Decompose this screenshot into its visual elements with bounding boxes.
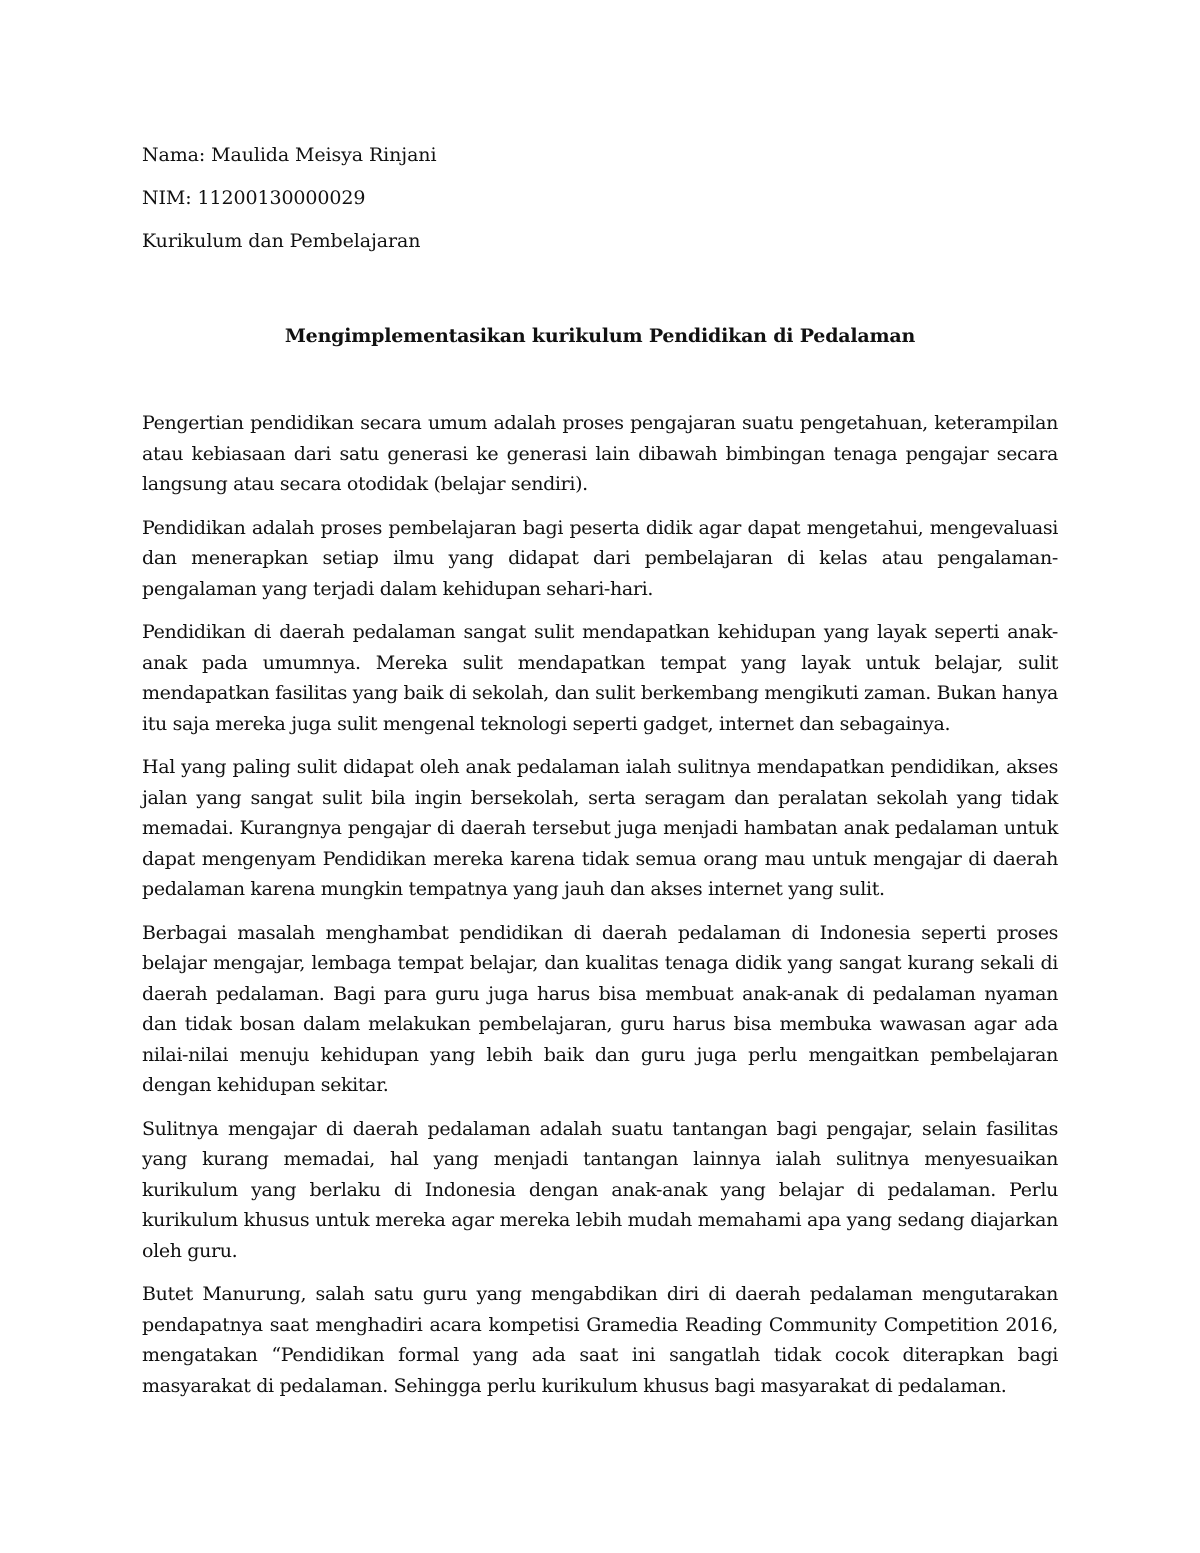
document-title: Mengimplementasikan kurikulum Pendidikan di Pedalaman [284, 325, 916, 347]
student-info-header [142, 142, 1062, 271]
paragraph: Berbagai masalah menghambat pendidikan di daerah pedalaman di Indonesia seperti proses belajar mengajar, lembaga tempat belajar, dan kualitas tenaga didik yang sangat kurang sekali di daerah pedalaman. Bagi para guru juga harus bisa membuat anak-anak di pedalaman nyaman dan tidak bosan dalam melakukan pembelajaran, guru harus bisa membuka wawasan agar ada nilai-nilai menuju kehidupan yang lebih baik dan guru juga perlu mengaitkan pembelajaran dengan kehidupan sekitar. [142, 921, 1058, 1096]
paragraph: Hal yang paling sulit didapat oleh anak pedalaman ialah sulitnya mendapatkan pendidikan, akses jalan yang sangat sulit bila ingin bersekolah, serta seragam dan peralatan sekolah yang tidak memadai. Kurangnya pengajar di daerah tersebut juga menjadi hambatan anak pedalaman untuk dapat mengenyam Pendidikan mereka karena tidak semua orang mau untuk mengajar di daerah pedalaman karena mungkin tempatnya yang jauh dan akses internet yang sulit. [142, 756, 1058, 900]
paragraph: Pengertian pendidikan secara umum adalah proses pengajaran suatu pengetahuan, keterampilan atau kebiasaan dari satu generasi ke generasi lain dibawah bimbingan tenaga pengajar secara langsung atau secara otodidak (belajar sendiri). [142, 412, 1058, 495]
student-name-line: Nama: Maulida Meisya Rinjani [142, 144, 437, 166]
paragraph: Pendidikan adalah proses pembelajaran bagi peserta didik agar dapat mengetahui, mengevaluasi dan menerapkan setiap ilmu yang didapat dari pembelajaran di kelas atau pengalaman-pengalaman yang terjadi dalam kehidupan sehari-hari. [142, 516, 1058, 600]
paragraph: Pendidikan di daerah pedalaman sangat sulit mendapatkan kehidupan yang layak seperti anak-anak pada umumnya. Mereka sulit mendapatkan tempat yang layak untuk belajar, sulit mendapatkan fasilitas yang baik di sekolah, dan sulit berkembang mengikuti zaman. Bukan hanya itu saja mereka juga sulit mengenal teknologi seperti gadget, internet dan sebagainya. [142, 621, 1058, 735]
paragraph: Butet Manurung, salah satu guru yang mengabdikan diri di daerah pedalaman mengutarakan pendapatnya saat menghadiri acara kompetisi Gramedia Reading Community Competition 2016, mengatakan “Pendidikan formal yang ada saat ini sangatlah tidak cocok diterapkan bagi masyarakat di pedalaman. Sehingga perlu kurikulum khusus bagi masyarakat di pedalaman. [142, 1283, 1058, 1397]
course-name-line: Kurikulum dan Pembelajaran [142, 230, 421, 252]
document-body [142, 408, 1058, 1414]
paragraph: Sulitnya mengajar di daerah pedalaman adalah suatu tantangan bagi pengajar, selain fasilitas yang kurang memadai, hal yang menjadi tantangan lainnya ialah sulitnya menyesuaikan kurikulum yang berlaku di Indonesia dengan anak-anak yang belajar di pedalaman. Perlu kurikulum khusus untuk mereka agar mereka lebih mudah memahami apa yang sedang diajarkan oleh guru. [142, 1117, 1058, 1262]
student-nim-line: NIM: 11200130000029 [142, 187, 366, 209]
